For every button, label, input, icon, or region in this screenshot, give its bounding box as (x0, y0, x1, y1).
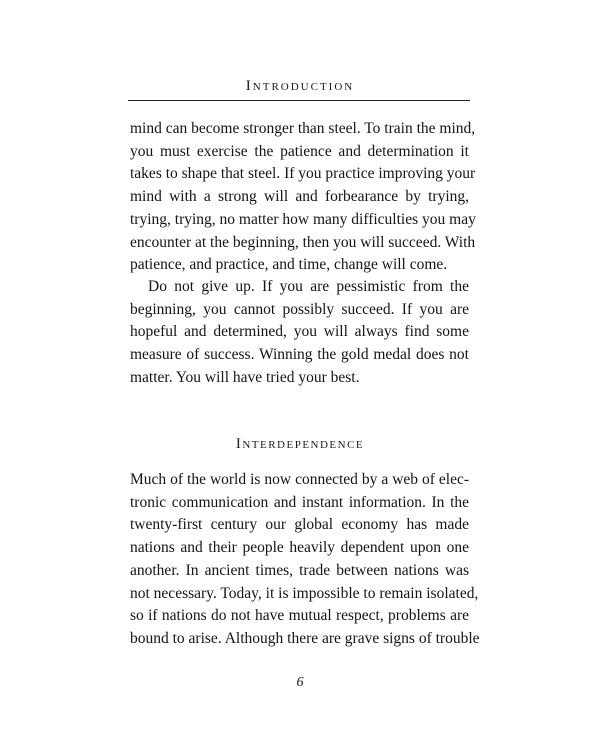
text-line: bound to arise. Although there are grave signs of trouble (130, 629, 480, 647)
running-head: Introduction (245, 78, 355, 94)
text-line: tronic communication and instant information. In the (130, 493, 469, 511)
text-line: measure of success. Winning the gold medal does not (130, 346, 469, 364)
text-line: matter. You will have tried your best. (130, 368, 360, 386)
section-heading: Interdependence (235, 436, 365, 452)
text-line: takes to shape that steel. If you practice improving your (130, 165, 476, 183)
text-line: nations and their people heavily dependent upon one (130, 539, 469, 557)
text-line: mind can become stronger than steel. To train the mind, (130, 120, 476, 137)
text-line: encounter at the beginning, then you will succeed. With (130, 233, 476, 251)
paragraph-do-not-give-up (130, 276, 469, 390)
header-rule (128, 100, 470, 101)
text-line: Much of the world is now connected by a web of elec- (130, 471, 469, 488)
paragraph-interdependence (130, 469, 480, 651)
text-line: beginning, you cannot possibly succeed. If you are (130, 300, 469, 318)
text-line: mind with a strong will and forbearance by trying, (130, 188, 469, 206)
text-line: Do not give up. If you are pessimistic from the (148, 278, 469, 295)
text-line: another. In ancient times, trade between nations was (130, 561, 469, 579)
text-line: hopeful and determined, you will always find some (130, 323, 469, 341)
text-line: you must exercise the patience and determination it (130, 142, 469, 160)
text-line: patience, and practice, and time, change will come. (130, 256, 448, 274)
text-line: trying, trying, no matter how many difficulties you may (130, 210, 476, 228)
paragraph-continuation (130, 118, 476, 277)
page-number: 6 (296, 675, 304, 690)
text-line: not necessary. Today, it is impossible to remain isolated, (130, 584, 479, 602)
text-line: so if nations do not have mutual respect, problems are (130, 607, 469, 625)
text-line: twenty-first century our global economy has made (130, 516, 469, 534)
